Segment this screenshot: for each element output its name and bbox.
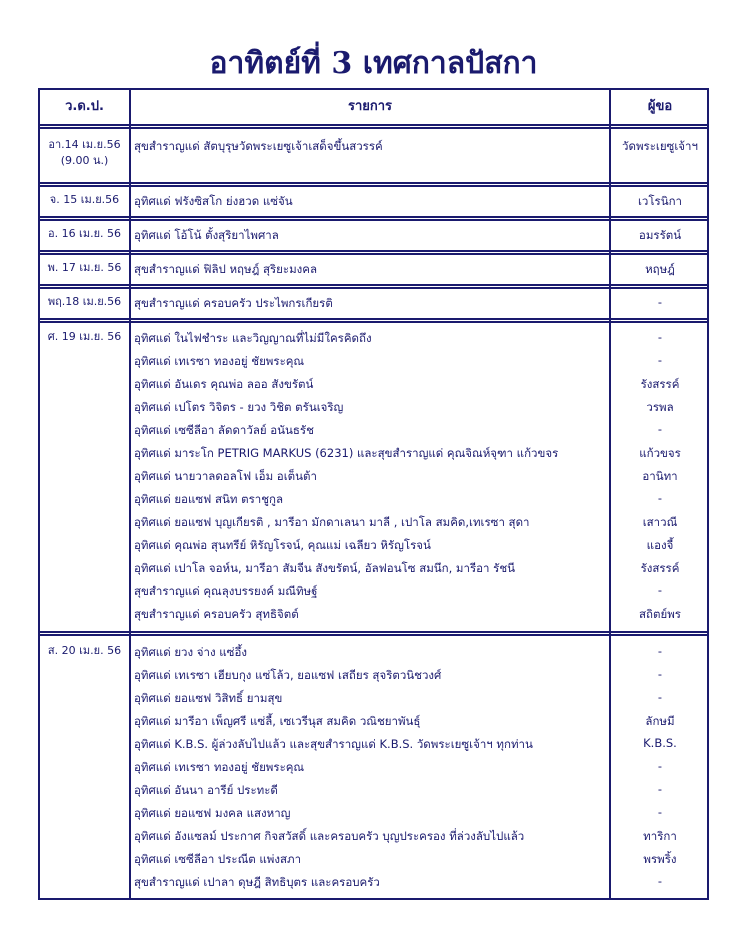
requester-name: - (657, 874, 663, 888)
intention-text: อุทิศแด่ K.B.S. ผู้ล่วงลับไปแล้ว และสุขสำราญแด่ K.B.S. วัดพระเยซูเจ้าฯ ทุกท่าน (134, 737, 533, 751)
intention-text: สุขสำราญแด่ ครอบครัว สุทธิจิตต์ (134, 607, 299, 621)
requester-name: K.B.S. (643, 736, 677, 750)
requester-name: อานิทา (642, 469, 678, 483)
intention-text: อุทิศแด่ อังแซลม์ ประกาศ กิจสวัสดิ์ และครอบครัว บุญประครอง ที่ล่วงลับไปแล้ว (134, 829, 525, 843)
requester-name: - (657, 491, 663, 505)
intention-text: อุทิศแด่ มารีอา เพ็ญศรี แซ่ลี้, เซเวรีนุส สมคิด วณิชยาพันธุ์ (134, 714, 421, 728)
requester-name: - (657, 422, 663, 436)
requester-name: - (657, 330, 663, 344)
group-date: ศ. 19 เม.ย. 56 (47, 330, 122, 343)
intention-text: อุทิศแด่ มาระโก PETRIG MARKUS (6231) และสุขสำราญแด่ คุณจิณห์จุฑา แก้วขจร (134, 446, 559, 460)
intention-text: อุทิศแด่ เปาโล จอห์น, มารีอา สัมจีน สังขรัตน์, อัลฟอนโซ สมนึก, มารีอา รัชนี (134, 561, 516, 575)
row-divider (40, 631, 707, 636)
row-divider (40, 182, 707, 187)
intention-text: อุทิศแด่ โอ้โน้ ตั้งสุริยาไพศาล (134, 228, 279, 242)
intention-text: อุทิศแด่ อันนา อารีย์ ประทะดี (134, 783, 278, 797)
requester-name: ลักษมี (645, 714, 675, 728)
intention-text: สุขสำราญแด่ เปาลา ดุษฎี สิทธิบุตร และครอบครัว (134, 875, 380, 889)
group-date: อา.14 เม.ย.56 (48, 138, 121, 151)
intention-text: อุทิศแด่ ยวง จ่าง แซ่อึ้ง (134, 645, 247, 659)
row-divider (40, 250, 707, 255)
row-divider (40, 124, 707, 129)
row-divider (40, 318, 707, 323)
row-divider (40, 216, 707, 221)
header-date: ว.ด.ป. (65, 99, 104, 114)
intention-text: อุทิศแด่ ยอแซฟ มงคล แสงหาญ (134, 806, 291, 820)
row-divider (40, 284, 707, 289)
requester-name: รังสรรค์ (640, 561, 680, 575)
intention-text: สุขสำราญแด่ ครอบครัว ประไพกรเกียรติ (134, 296, 333, 310)
group-date: ส. 20 เม.ย. 56 (47, 644, 122, 657)
intention-text: อุทิศแด่ ยอแซฟ บุญเกียรติ , มารีอา มักดาเลนา มาลี , เปาโล สมคิด,เทเรซา สุดา (134, 515, 530, 529)
intention-text: อุทิศแด่ ยอแซฟ สนิท ตราชูกูล (134, 492, 284, 506)
requester-name: แก้วขจร (639, 446, 681, 460)
intention-text: สุขสำราญแด่ ฟิลิป หฤษฎ์ สุริยะมงคล (134, 262, 318, 276)
requester-name: อมรรัตน์ (638, 228, 682, 242)
intention-text: อุทิศแด่ ในไฟชำระ และวิญญาณที่ไม่มีใครคิดถึง (134, 331, 372, 345)
intention-text: สุขสำราญแด่ คุณลุงบรรยงค์ มณีทิษฐ์ (134, 584, 318, 598)
requester-name: เวโรนิกา (637, 194, 683, 208)
requester-name: - (657, 805, 663, 819)
requester-name: รังสรรค์ (640, 377, 680, 391)
header-requester: ผู้ขอ (647, 99, 673, 114)
requester-name: - (657, 353, 663, 367)
column-divider (129, 90, 131, 898)
intentions-table (38, 88, 709, 900)
intention-text: อุทิศแด่ เซซีลีอา ประณีต แพ่งสภา (134, 852, 302, 866)
requester-name: - (657, 295, 663, 309)
header-item: รายการ (347, 99, 393, 114)
requester-name: - (657, 759, 663, 773)
requester-name: สถิตย์พร (639, 607, 681, 621)
requester-name: - (657, 644, 663, 658)
intention-text: อุทิศแด่ เทเรซา ทองอยู่ ชัยพระคุณ (134, 760, 305, 774)
requester-name: วัดพระเยซูเจ้าฯ (622, 139, 698, 153)
requester-name: แองจี้ (646, 538, 674, 552)
group-date: พ. 17 เม.ย. 56 (47, 261, 122, 274)
intention-text: อุทิศแด่ ยอแซฟ วิสิทธิ์ ยามสุข (134, 691, 283, 705)
intention-text: อุทิศแด่ คุณพ่อ สุนทรีย์ หิรัญโรจน์, คุณแม่ เฉลียว หิรัญโรจน์ (134, 538, 431, 552)
requester-name: - (657, 690, 663, 704)
requester-name: ทาริกา (643, 829, 677, 843)
intention-text: อุทิศแด่ เปโตร วิจิตร - ยวง วิชิต ตรันเจริญ (134, 400, 344, 414)
intention-text: อุทิศแด่ อันเดร คุณพ่อ ลออ สังขรัตน์ (134, 377, 314, 391)
requester-name: - (657, 782, 663, 796)
requester-name: - (657, 667, 663, 681)
group-date: จ. 15 เม.ย.56 (49, 193, 120, 206)
intention-text: อุทิศแด่ เทเรซา ทองอยู่ ชัยพระคุณ (134, 354, 305, 368)
requester-name: หฤษฎ์ (645, 262, 675, 276)
intention-text: อุทิศแด่ เซซีลีอา ลัดดาวัลย์ อนันธรัช (134, 423, 314, 437)
page-title: อาทิตย์ที่ 3 เทศกาลปัสกา (209, 46, 538, 81)
requester-name: - (657, 583, 663, 597)
requester-name: เสาวณี (642, 515, 678, 529)
requester-name: วรพล (646, 400, 674, 414)
intention-text: อุทิศแด่ เทเรซา เฮียบกุง แซ่โล้ว, ยอแซฟ เสถียร สุจริตวนิชวงศ์ (134, 668, 442, 682)
intention-text: อุทิศแด่ นายวาลดอลโฟ เอ็ม อเต็นต้า (134, 469, 317, 483)
group-date: พฤ.18 เม.ย.56 (47, 295, 122, 308)
requester-name: พรพริ้ง (643, 852, 677, 866)
group-date: อ. 16 เม.ย. 56 (47, 227, 122, 240)
group-date-time: (9.00 น.) (60, 154, 109, 167)
intention-text: สุขสำราญแด่ สัตบุรุษวัดพระเยซูเจ้าเสด็จขึ้นสวรรค์ (134, 139, 383, 153)
intention-text: อุทิศแด่ ฟรังซิสโก ย่งฮวด แซ่จัน (134, 194, 293, 208)
